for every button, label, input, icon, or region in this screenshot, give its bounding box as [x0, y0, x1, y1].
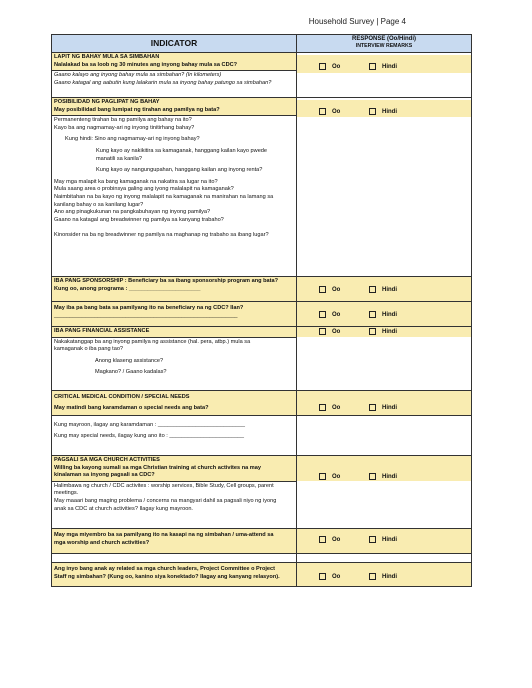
line: kamaganak o iba pang tao? [54, 346, 124, 353]
sub-question: Gaano katagal ang aabutin kung lalakarin mula sa inyong bahay patungo sa simbahan? [54, 79, 272, 86]
checkbox-icon [369, 536, 376, 543]
section-other-sponsorship [51, 277, 472, 302]
line: Kung kayo ay nangungupahan, hanggang kailan ang inyong renta? [96, 167, 263, 174]
checkbox-icon [319, 536, 326, 543]
response-header-title: RESPONSE (Oo/Hindi) [351, 36, 416, 42]
line: Anong klaseng assistance? [95, 357, 164, 364]
line: Gaano na katagal ang breadwinner ng pamilya sa kanyang trabaho? [54, 216, 224, 223]
yes-checkbox[interactable]: Oo [319, 573, 340, 580]
line: anak sa CDC at church activities? Ilagay kung mayroon. [54, 505, 193, 512]
checkbox-icon [319, 311, 326, 318]
indicator-column-header: INDICATOR [52, 35, 297, 52]
line: Kung may special needs, ilagay kung ano ito : ________________________ [54, 432, 245, 439]
no-checkbox[interactable]: Hindi [369, 286, 397, 293]
line: meetings. [54, 490, 79, 497]
question: Kung oo, anong programa : _______________________ [54, 285, 201, 292]
section-church-activities [51, 456, 472, 529]
question: Willing ba kayong sumali sa mga Christian training at church activites na may [54, 464, 261, 471]
remarks-header-title: INTERVIEW REMARKS [355, 43, 413, 49]
yes-checkbox[interactable]: Oo [319, 108, 340, 115]
no-checkbox[interactable]: Hindi [369, 108, 397, 115]
yes-checkbox[interactable]: Oo [319, 311, 340, 318]
checkbox-icon [369, 473, 376, 480]
question: mga worship and church activities? [54, 539, 150, 546]
page-header: Household Survey | Page 4 [308, 17, 406, 26]
checkbox-icon [369, 573, 376, 580]
checkbox-icon [319, 63, 326, 70]
section-title: POSIBILIDAD NG PAGLIPAT NG BAHAY [54, 99, 160, 105]
section-title: CRITICAL MEDICAL CONDITION / SPECIAL NEEDS [54, 394, 190, 400]
section-church-distance [51, 53, 472, 98]
checkbox-icon [369, 108, 376, 115]
line: Mula saang area o probinsya galing ang iyong malalapit na kamaganak? [54, 186, 234, 193]
answer-blank: ___________________________________________________________ [54, 312, 238, 319]
yes-checkbox[interactable]: Oo [319, 286, 340, 293]
line: Kung mayroon, ilagay ang karamdaman : ____________________________ [54, 422, 245, 429]
question: kinalaman sa inyong pagsali sa CDC? [54, 472, 155, 479]
section-relocation [51, 98, 472, 277]
no-checkbox[interactable]: Hindi [369, 404, 397, 411]
checkbox-icon [319, 108, 326, 115]
line: Magkano? / Gaano kadalas? [95, 369, 167, 376]
line: Kinonsider na ba ng breadwinner ng pamilya na maghanap ng trabaho sa ibang lugar? [54, 232, 269, 239]
survey-table [51, 34, 472, 587]
section-financial-assistance [51, 327, 472, 391]
question: May iba pa bang bata sa pamilyang ito na beneficiary na ng CDC? Ilan? [54, 305, 244, 311]
question: May matindi bang karamdaman o special needs ang bata? [54, 404, 209, 411]
line: kanilang bahay o sa kanilang lugar? [54, 201, 144, 208]
yes-checkbox[interactable]: Oo [319, 473, 340, 480]
checkbox-icon [319, 473, 326, 480]
checkbox-icon [369, 328, 376, 335]
line: Nakakatanggap ba ang inyong pamilya ng assistance (hal. pera, atbp.) mula sa [54, 338, 251, 345]
line: Kayo ba ang nagmamay-ari ng inyong tinitirhang bahay? [54, 124, 195, 131]
no-checkbox[interactable]: Hindi [369, 328, 397, 335]
no-checkbox[interactable]: Hindi [369, 473, 397, 480]
no-checkbox[interactable]: Hindi [369, 573, 397, 580]
checkbox-icon [369, 404, 376, 411]
question: May posibilidad bang lumipat ng tirahan ang pamilya ng bata? [54, 106, 220, 113]
no-checkbox[interactable]: Hindi [369, 536, 397, 543]
question: Staff ng simbahan? (Kung oo, kanino siya konektado? Ilagay ang kanyang relasyon). [54, 573, 280, 580]
checkbox-icon [369, 286, 376, 293]
yes-checkbox[interactable]: Oo [319, 328, 340, 335]
line: Naimbitahan na ba kayo ng inyong malalapit na kamaganak na manirahan na lamang sa [54, 193, 274, 200]
yes-checkbox[interactable]: Oo [319, 404, 340, 411]
section-medical-condition [51, 391, 472, 456]
line: manatili sa kanila? [96, 155, 143, 162]
line: May maaari bang maging problema / concerns na mangyari dahil sa pagsali niyo ng iyong [54, 497, 277, 504]
line: Permanenteng tirahan ba ng pamilya ang bahay na ito? [54, 117, 192, 124]
section-church-leaders [51, 563, 472, 587]
table-header-row [51, 34, 472, 53]
line: Halimbawa ng church / CDC activites : worship services, Bible Study, Cell groups, parent [54, 482, 274, 489]
line: Ano ang pinagkukunan na pangkabuhayan ng inyong pamilya? [54, 209, 211, 216]
line: May mga malapit ka bang kamaganak na nakatira sa lugar na ito? [54, 178, 218, 185]
section-other-beneficiaries [51, 302, 472, 327]
checkbox-icon [319, 404, 326, 411]
checkbox-icon [369, 311, 376, 318]
question: Ang inyo bang anak ay related sa mga church leaders, Project Committee o Project [54, 566, 276, 572]
sub-question: Gaano kalayo ang inyong bahay mula sa simbahan? (In kilometers) [54, 72, 222, 79]
line: Kung hindi: Sino ang nagmamay-ari ng inyong bahay? [65, 136, 200, 143]
response-column-header [297, 35, 471, 52]
no-checkbox[interactable]: Hindi [369, 63, 397, 70]
question: Nalalakad ba sa loob ng 30 minutes ang inyong bahay mula sa CDC? [54, 61, 238, 68]
section-title: IBA PANG SPONSORSHIP : Beneficiary ba sa ibang sponsorship program ang bata? [54, 278, 279, 284]
no-checkbox[interactable]: Hindi [369, 311, 397, 318]
question: May mga miyembro ba sa pamilyang ito na kasapi na ng simbahan / uma-attend sa [54, 532, 274, 538]
checkbox-icon [369, 63, 376, 70]
section-title: LAPIT NG BAHAY MULA SA SIMBAHAN [54, 54, 160, 60]
section-title: IBA PANG FINANCIAL ASSISTANCE [54, 328, 150, 334]
checkbox-icon [319, 328, 326, 335]
line: Kung kayo ay nakikitira sa kamaganak, hanggang kailan kayo pwede [96, 147, 268, 154]
yes-checkbox[interactable]: Oo [319, 63, 340, 70]
checkbox-icon [319, 286, 326, 293]
yes-checkbox[interactable]: Oo [319, 536, 340, 543]
section-title: PAGSALI SA MGA CHURCH ACTIVITIES [54, 457, 160, 463]
section-church-members [51, 529, 472, 554]
checkbox-icon [319, 573, 326, 580]
spacer-row [51, 554, 472, 563]
